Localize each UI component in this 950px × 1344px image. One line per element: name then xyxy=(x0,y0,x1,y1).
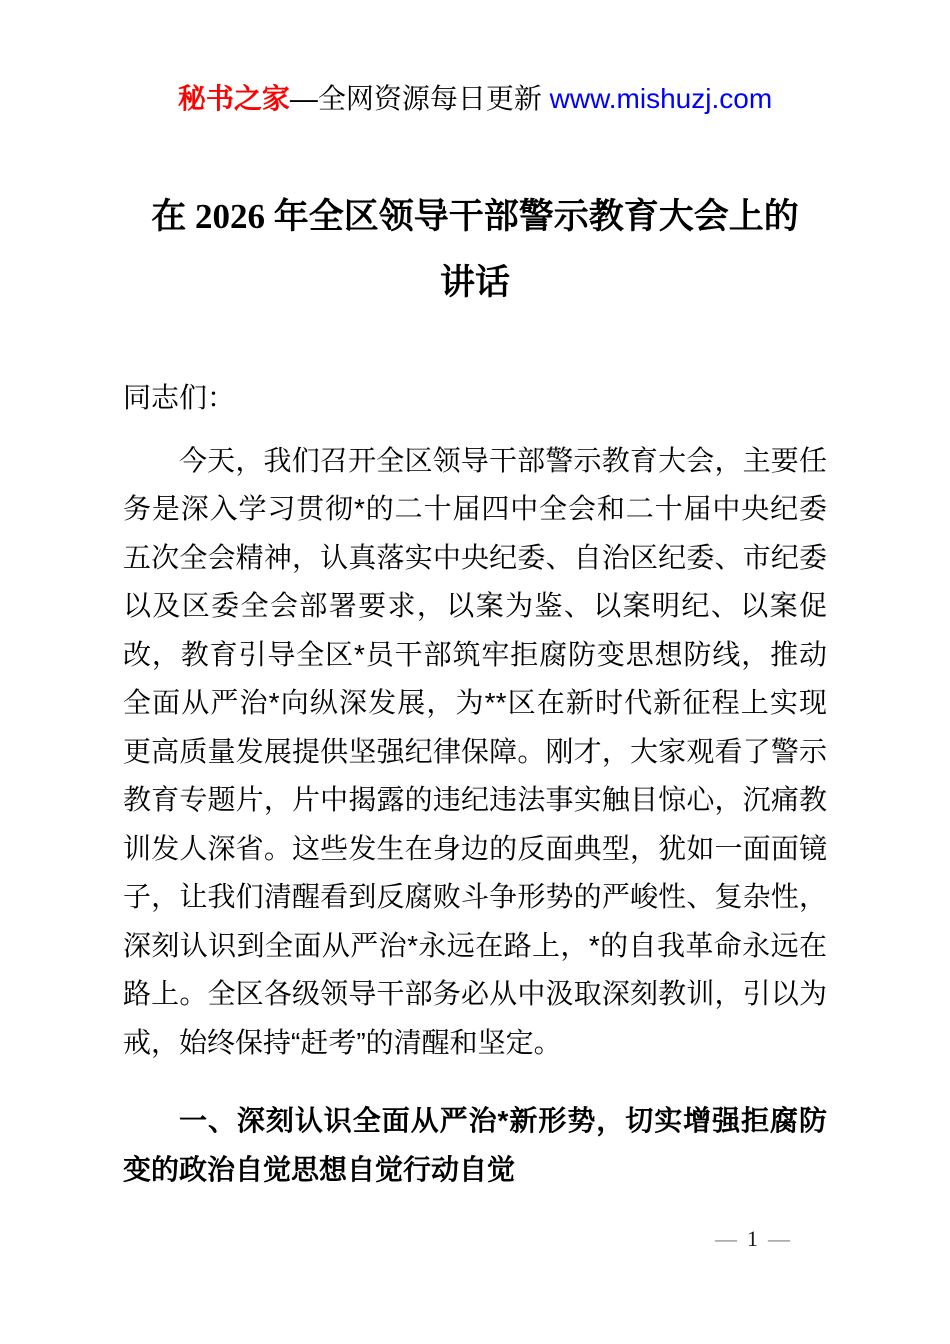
site-url-link[interactable]: www.mishuzj.com xyxy=(549,83,773,114)
site-brand: 秘书之家 xyxy=(177,83,290,114)
page-number-dash-left: — xyxy=(715,1226,737,1251)
site-tagline: 全网资源每日更新 xyxy=(317,83,542,114)
page-number-dash-right: — xyxy=(768,1226,790,1251)
document-body xyxy=(0,374,950,1194)
document-title xyxy=(0,184,950,316)
page-number xyxy=(705,1226,800,1252)
salutation: 同志们： xyxy=(123,382,236,413)
body-paragraph: 今天，我们召开全区领导干部警示教育大会，主要任务是深入学习贯彻*的二十届四中全会和二十届中央纪委五次全会精神，认真落实中央纪委、自治区纪委、市纪委以及区委全会部署要求，以案为鉴、以案明纪、以案促改，教育引导全区*员干部筑牢拒腐防变思想防线，推动全面从严治*向纵深发展，为**区在新时代新征程上实现更高质量发展提供坚强纪律保障。刚才，大家观看了警示教育专题片，片中揭露的违纪违法事实触目惊心，沉痛教训发人深省。这些发生在身边的反面典型，犹如一面面镜子，让我们清醒看到反腐败斗争形势的严峻性、复杂性，深刻认识到全面从严治*永远在路上，*的自我革命永远在路上。全区各级领导干部务必从中汲取深刻教训，引以为戒，始终保持“赶考”的清醒和坚定。 xyxy=(123,444,827,1058)
section-heading-1: 一、深刻认识全面从严治*新形势，切实增强拒腐防变的政治自觉思想自觉行动自觉 xyxy=(123,1105,827,1185)
site-header xyxy=(0,0,950,116)
document-title-line-1: 在 2026 年全区领导干部警示教育大会上的 xyxy=(151,197,799,236)
page-number-value: 1 xyxy=(747,1226,758,1251)
document-title-line-2: 讲话 xyxy=(439,263,510,302)
header-separator: — xyxy=(289,83,318,114)
